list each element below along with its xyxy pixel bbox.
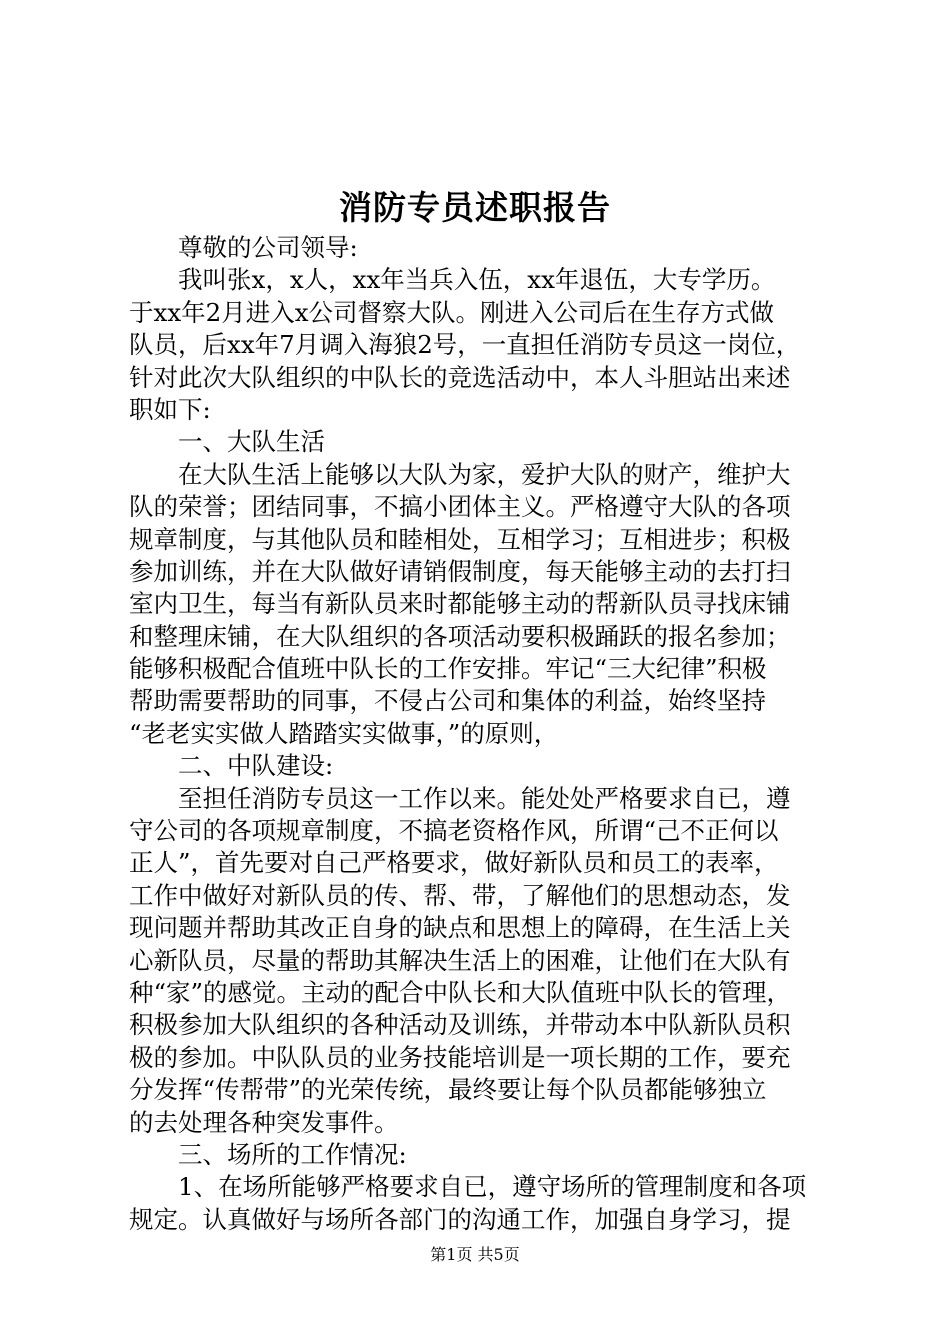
body-line: 在大队生活上能够以大队为家，爱护大队的财产，维护大 bbox=[178, 459, 791, 489]
body-line: 和整理床铺，在大队组织的各项活动要积极踊跃的报名参加； bbox=[129, 621, 791, 651]
body-line: 参加训练，并在大队做好请销假制度，每天能够主动的去打扫 bbox=[129, 556, 791, 586]
document-body bbox=[129, 232, 839, 1236]
body-line: 三、场所的工作情况: bbox=[178, 1139, 407, 1169]
body-line: 职如下: bbox=[129, 394, 211, 424]
body-line: 积极参加大队组织的各种活动及训练，并带动本中队新队员积 bbox=[129, 1010, 791, 1040]
body-line: 帮助需要帮助的同事，不侵占公司和集体的利益，始终坚持 bbox=[129, 686, 766, 716]
body-line: 至担任消防专员这一工作以来。能处处严格要求自已，遵 bbox=[178, 783, 791, 813]
body-line: 1、在场所能够严格要求自已，遵守场所的管理制度和各项 bbox=[178, 1172, 807, 1202]
body-line: 一、大队生活 bbox=[178, 427, 325, 457]
body-line: 二、中队建设: bbox=[178, 751, 334, 781]
body-line: 的去处理各种突发事件。 bbox=[129, 1107, 399, 1137]
body-line: 守公司的各项规章制度，不搞老资格作风，所谓“己不正何以 bbox=[129, 816, 779, 846]
body-line: 极的参加。中队队员的业务技能培训是一项长期的工作，要充 bbox=[129, 1042, 791, 1072]
body-line: 规定。认真做好与场所各部门的沟通工作，加强自身学习，提 bbox=[129, 1204, 791, 1234]
body-line: 能够积极配合值班中队长的工作安排。牢记“三大纪律”积极 bbox=[129, 654, 767, 684]
body-line: 工作中做好对新队员的传、帮、带，了解他们的思想动态，发 bbox=[129, 880, 791, 910]
body-line: 针对此次大队组织的中队长的竞选活动中，本人斗胆站出来述 bbox=[129, 362, 791, 392]
body-line: 我叫张x，x人，xx年当兵入伍，xx年退伍，大专学历。 bbox=[178, 265, 776, 295]
body-line: 队的荣誉；团结同事，不搞小团体主义。严格遵守大队的各项 bbox=[129, 492, 791, 522]
body-line: 尊敬的公司领导: bbox=[178, 233, 358, 262]
document-title: 消防专员述职报告 bbox=[339, 188, 611, 227]
body-line: 心新队员，尽量的帮助其解决生活上的困难，让他们在大队有 bbox=[129, 945, 791, 975]
body-line: 种“家”的感觉。主动的配合中队长和大队值班中队长的管理， bbox=[129, 977, 792, 1007]
body-line: 队员，后xx年7月调入海狼2号，一直担任消防专员这一岗位， bbox=[129, 330, 801, 360]
body-line: 规章制度，与其他队员和睦相处，互相学习；互相进步；积极 bbox=[129, 524, 791, 554]
body-line: “老老实实做人踏踏实实做事，”的原则， bbox=[129, 718, 559, 748]
body-line: 于xx年2月进入x公司督察大队。刚进入公司后在生存方式做 bbox=[129, 297, 775, 327]
page-footer: 第1页 共5页 bbox=[430, 1245, 520, 1264]
body-line: 正人”，首先要对自己严格要求，做好新队员和员工的表率， bbox=[129, 848, 779, 878]
body-line: 现问题并帮助其改正自身的缺点和思想上的障碍，在生活上关 bbox=[129, 913, 791, 943]
body-line: 室内卫生，每当有新队员来时都能够主动的帮新队员寻找床铺 bbox=[129, 589, 791, 619]
body-line: 分发挥“传帮带”的光荣传统，最终要让每个队员都能够独立 bbox=[129, 1075, 767, 1105]
